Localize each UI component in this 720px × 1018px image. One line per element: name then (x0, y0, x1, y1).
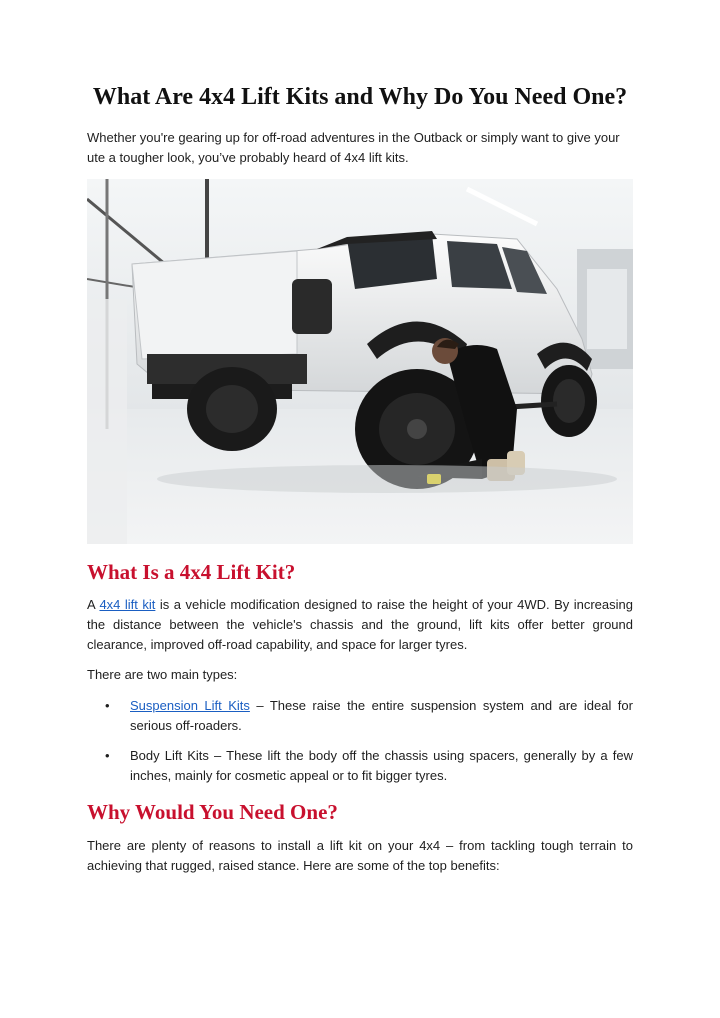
types-intro: There are two main types: (87, 667, 238, 682)
suspension-lift-kits-link[interactable]: Suspension Lift Kits (130, 698, 250, 713)
intro-paragraph: Whether you're gearing up for off-road adventures in the Outback or simply want to give your ute a tougher look, you’ve probably heard of 4x4 lift kits. (87, 130, 620, 165)
benefits-intro-paragraph: There are plenty of reasons to install a lift kit on your 4x4 – from tackling tough terrain to achieving that rugged, raised stance. Here are some of the top benefits: (87, 838, 633, 873)
lift-kit-types-list (87, 696, 633, 786)
lift-kit-link[interactable]: 4x4 lift kit (99, 597, 156, 612)
section-heading-what-is: What Is a 4x4 Lift Kit? (87, 560, 296, 584)
lift-kit-definition-paragraph (87, 595, 633, 655)
list-item-body-lift (87, 746, 633, 786)
hero-image (87, 179, 633, 544)
truck-illustration (87, 179, 633, 544)
page-title: What Are 4x4 Lift Kits and Why Do You Need One? (92, 84, 628, 110)
definition-prefix: A (87, 597, 100, 612)
suspension-description: – These raise the entire suspension system and are ideal for serious off-roaders. (130, 698, 633, 733)
section-heading-why: Why Would You Need One? (87, 800, 338, 824)
bullet: • (105, 748, 110, 763)
bullet: • (105, 698, 110, 713)
definition-suffix: is a vehicle modification designed to raise the height of your 4WD. By increasing the distance between the vehicle's chassis and the ground, lift kits offer better ground clearance, improved off-road capability, and space for larger tyres. (87, 597, 633, 652)
body-lift-description: Body Lift Kits – These lift the body off the chassis using spacers, generally by a few inches, mainly for cosmetic appeal or to fit bigger tyres. (130, 748, 633, 783)
list-item-suspension (87, 696, 633, 736)
